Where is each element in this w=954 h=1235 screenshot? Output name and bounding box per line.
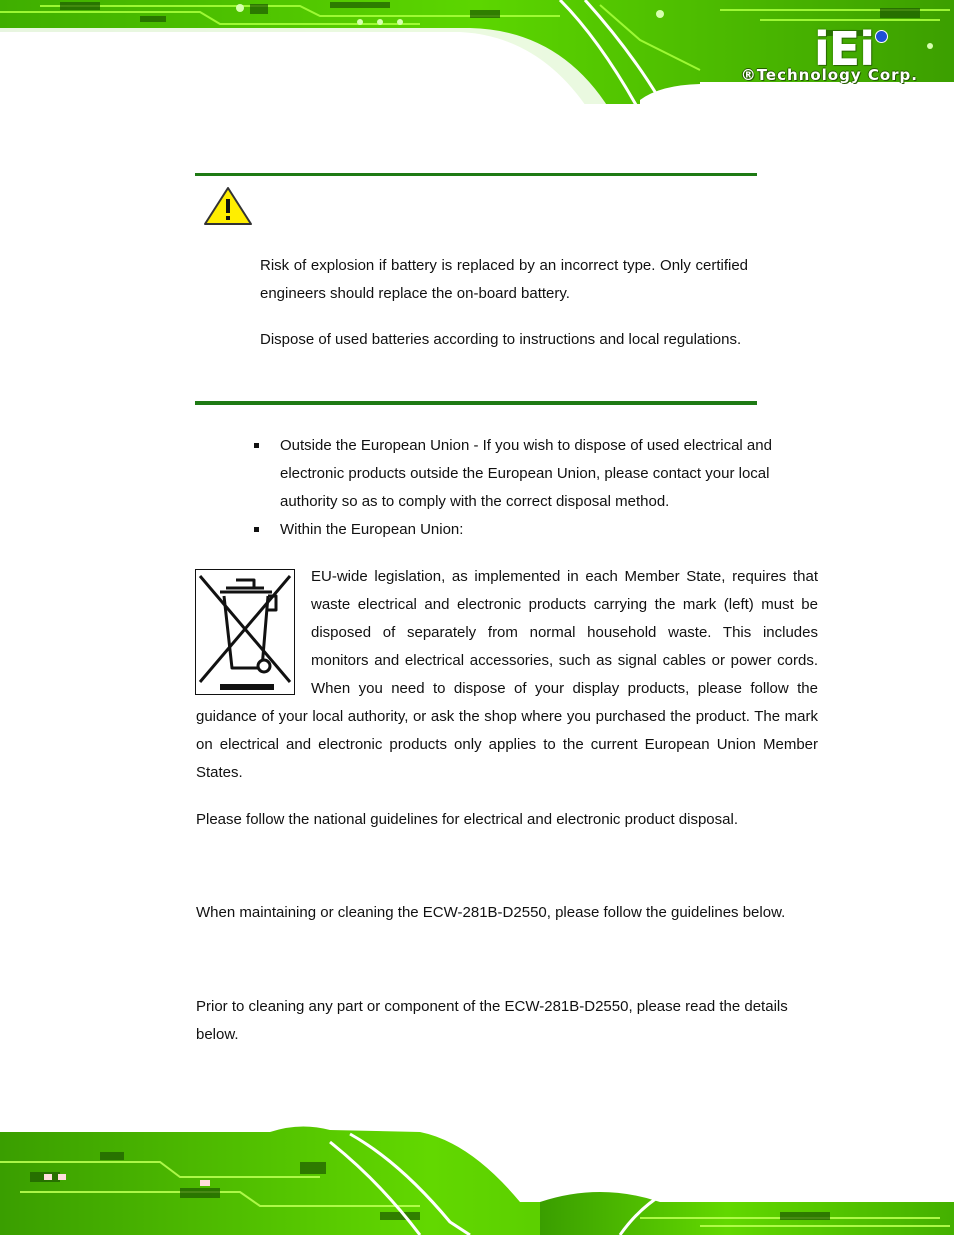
list-item <box>250 516 820 544</box>
cleaning-prior-paragraph: Prior to cleaning any part or component of the ECW-281B-D2550, please read the details below. <box>196 998 788 1043</box>
eu-legislation-text: EU-wide legislation, as implemented in each Member State, requires that waste electrical and electronic products carrying the mark (left) must be disposed of separately from normal household waste. This includes monitors and electrical accessories, such as signal cables or power cords. When you need to dispose of your display products, please follow the guidance of your local authority, or ask the shop where you purchased the product. The mark on electrical and electronic products only applies to the current European Union Member States. <box>196 568 818 781</box>
warning-triangle-icon <box>203 186 253 226</box>
list-item <box>250 432 820 516</box>
national-guidelines-paragraph: Please follow the national guidelines for electrical and electronic product disposal. <box>196 811 738 828</box>
maintenance-guidelines-paragraph: When maintaining or cleaning the ECW-281B-D2550, please follow the guidelines below. <box>196 904 786 921</box>
bullet-square-icon <box>254 443 259 448</box>
footer-banner <box>0 1122 954 1235</box>
bullet-square-icon <box>254 527 259 532</box>
eu-legislation-paragraph <box>196 563 818 787</box>
company-logo <box>740 22 918 84</box>
logo-text: ®Technology Corp. <box>740 66 918 84</box>
logo-mark-text: iEi <box>814 22 874 76</box>
warning-paragraph-dispose: Dispose of used batteries according to instructions and local regulations. <box>260 331 742 348</box>
bullet-text: Within the European Union: <box>280 521 464 538</box>
warning-box <box>195 173 757 405</box>
warning-paragraph-battery-risk: Risk of explosion if battery is replaced by an incorrect type. Only certified engineers should replace the on-board battery. <box>260 257 748 302</box>
disposal-bullet-list <box>250 432 820 544</box>
bullet-text: Outside the European Union - If you wish to dispose of used electrical and electronic products outside the European Union, please contact your local authority so as to comply with the correct disposal method. <box>280 437 772 510</box>
circuit-board-footer-graphic <box>0 1122 954 1235</box>
header-banner <box>0 0 954 112</box>
logo-mark <box>814 22 874 76</box>
logo-dot-icon <box>875 30 888 43</box>
